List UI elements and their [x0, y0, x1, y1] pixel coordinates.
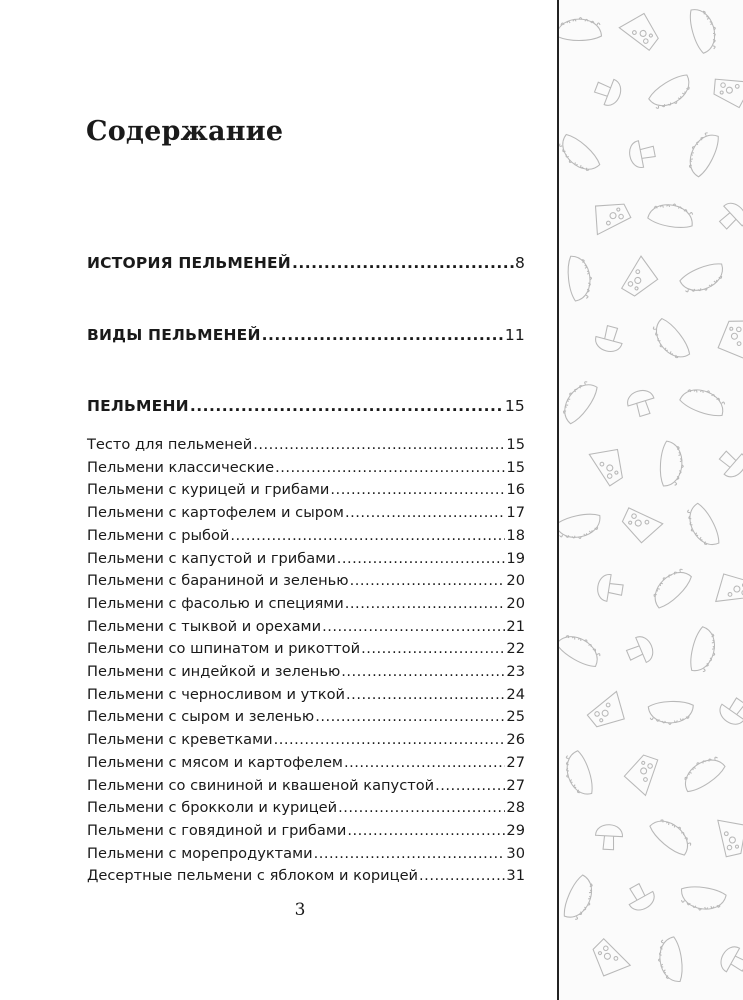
dumpling-icon — [647, 316, 693, 366]
dot-leader — [350, 570, 506, 593]
mushroom-icon — [593, 323, 625, 354]
mushroom-icon — [714, 445, 743, 482]
toc-entry-page: 15 — [506, 458, 525, 476]
toc-entry-page: 23 — [506, 663, 525, 681]
toc-entry[interactable] — [87, 684, 525, 707]
dumpling-icon — [647, 812, 696, 858]
toc-entry-label: Пельмени с мясом и картофелем — [87, 753, 343, 771]
dot-leader — [292, 252, 514, 275]
dot-leader — [315, 706, 505, 729]
toc-entry[interactable] — [87, 502, 525, 525]
mushroom-icon — [595, 824, 623, 850]
toc-entry-page: 18 — [506, 526, 525, 544]
mushroom-icon — [623, 633, 656, 668]
dumpling-icon — [678, 383, 728, 420]
toc-entry-page: 27 — [506, 776, 525, 794]
toc-entry-page: 16 — [506, 481, 525, 499]
dot-leader — [435, 775, 505, 798]
dumpling-icon — [682, 501, 723, 551]
toc-entry-page: 24 — [506, 685, 525, 703]
dumpling-icon — [559, 131, 603, 178]
dumpling-pattern-icon — [559, 0, 743, 1000]
dumpling-icon — [678, 260, 728, 298]
dumpling-icon — [560, 749, 596, 799]
decorative-pattern — [559, 0, 743, 1000]
dot-leader — [345, 502, 505, 525]
toc-entry-page: 8 — [514, 254, 525, 272]
toc-entry[interactable] — [87, 457, 525, 480]
dot-leader — [345, 593, 506, 616]
toc-entry-label: Пельмени с картофелем и сыром — [87, 504, 344, 522]
cheese-icon — [618, 508, 663, 548]
dumpling-icon — [682, 128, 722, 178]
toc-entry[interactable] — [87, 729, 525, 752]
toc-entry-page: 27 — [506, 753, 525, 771]
toc-entry[interactable] — [87, 661, 525, 684]
toc-section-row — [87, 324, 525, 347]
toc-entry-label: Пельмени с сыром и зеленью — [87, 708, 315, 726]
dumpling-icon — [566, 254, 593, 301]
toc-entry-page: 21 — [506, 617, 525, 635]
dot-leader — [337, 548, 506, 571]
cheese-icon — [622, 256, 664, 302]
toc-entry[interactable] — [87, 706, 525, 729]
toc-entry-label: Пельмени с тыквой и орехами — [87, 617, 322, 635]
toc-entry[interactable] — [87, 843, 525, 866]
toc-entry-label: Пельмени с курицей и грибами — [87, 481, 330, 499]
cheese-icon — [713, 571, 743, 602]
dot-leader — [419, 865, 505, 888]
toc-entry-page: 22 — [506, 640, 525, 658]
mushroom-icon — [714, 198, 743, 235]
dot-leader — [330, 479, 505, 502]
cheese-icon — [619, 7, 665, 51]
dumpling-icon — [559, 511, 604, 543]
toc-entry-label: Пельмени со свининой и квашеной капустой — [87, 776, 435, 794]
cheese-icon — [589, 440, 631, 486]
toc-entry-label: Тесто для пельменей — [87, 436, 253, 453]
toc-entry-label: Пельмени со шпинатом и рикоттой — [87, 640, 361, 658]
toc-entry-page: 28 — [506, 799, 525, 817]
toc-entry-label: Пельмени с рыбой — [87, 526, 230, 544]
toc-entry-label: Пельмени с говядиной и грибами — [87, 821, 347, 839]
toc-entry[interactable] — [87, 252, 525, 275]
toc-entry-label: Пельмени с индейкой и зеленью — [87, 663, 341, 681]
dot-leader — [275, 457, 505, 480]
dot-leader — [347, 820, 505, 843]
dumpling-icon — [559, 377, 601, 427]
dumpling-icon — [646, 71, 696, 114]
mushroom-icon — [627, 138, 656, 169]
toc-entry-page: 20 — [506, 594, 525, 612]
dot-leader — [314, 843, 506, 866]
toc-entry-label: Пельмени классические — [87, 458, 275, 476]
cheese-icon — [585, 194, 630, 234]
dumpling-icon — [646, 563, 694, 611]
dumpling-icon — [656, 936, 685, 984]
toc-entry[interactable] — [87, 616, 525, 639]
toc-entry[interactable] — [87, 820, 525, 843]
toc-entry-page: 17 — [506, 504, 525, 522]
dumpling-icon — [679, 884, 727, 913]
toc-entry-label: Пельмени с фасолью и специями — [87, 594, 344, 612]
toc-entry-page: 25 — [506, 708, 525, 726]
toc-entry[interactable] — [87, 775, 525, 798]
dumpling-icon — [647, 200, 695, 230]
mushroom-icon — [596, 573, 625, 604]
dumpling-icon — [559, 628, 605, 670]
toc-entry[interactable] — [87, 752, 525, 775]
page-title: Содержание — [86, 116, 284, 147]
cheese-icon — [585, 939, 630, 984]
toc-entry[interactable] — [87, 593, 525, 616]
cheese-icon — [621, 751, 658, 795]
mushroom-icon — [623, 880, 659, 915]
toc-entry-page: 19 — [506, 549, 525, 567]
toc-recipe-list — [87, 434, 525, 888]
toc-entry-page: 29 — [506, 821, 525, 839]
toc-entry-page: 20 — [506, 572, 525, 590]
toc-entry[interactable] — [87, 865, 525, 888]
toc-entry-page: 30 — [506, 844, 525, 862]
toc-entry-page: 26 — [506, 731, 525, 749]
toc-entry-label: ВИДЫ ПЕЛЬМЕНЕЙ — [87, 326, 261, 344]
dot-leader — [361, 638, 505, 661]
toc-entry-label: Пельмени с черносливом и уткой — [87, 685, 346, 703]
dot-leader — [322, 616, 505, 639]
toc-section-row — [87, 395, 525, 418]
dot-leader — [262, 324, 504, 347]
toc-entry-label: ИСТОРИЯ ПЕЛЬМЕНЕЙ — [87, 254, 291, 272]
cheese-icon — [718, 814, 743, 856]
toc-entry-label: Десертные пельмени с яблоком и корицей — [87, 867, 419, 885]
toc-entry-label: Пельмени с брокколи и курицей — [87, 799, 338, 817]
toc-entry-page: 11 — [504, 326, 525, 344]
dot-leader — [344, 752, 505, 775]
toc-section-row — [87, 252, 525, 275]
mushroom-icon — [715, 693, 743, 729]
dumpling-icon — [560, 873, 599, 923]
toc-entry-label: Пельмени с креветками — [87, 731, 273, 749]
toc-entry[interactable] — [87, 525, 525, 548]
dumpling-icon — [659, 441, 685, 487]
toc-entry[interactable] — [87, 395, 525, 418]
toc-entry-page: 15 — [504, 397, 525, 415]
mushroom-icon — [717, 943, 743, 979]
dumpling-icon — [687, 626, 720, 675]
toc-entry[interactable] — [87, 797, 525, 820]
dot-leader — [341, 661, 505, 684]
cheese-icon — [713, 79, 743, 108]
mushroom-icon — [592, 75, 625, 109]
dumpling-icon — [687, 5, 721, 55]
toc-entry-label: Пельмени с бараниной и зеленью — [87, 572, 349, 590]
cheese-icon — [718, 321, 743, 359]
toc-entry[interactable] — [87, 479, 525, 502]
dumpling-icon — [677, 751, 727, 795]
dot-leader — [253, 434, 505, 457]
toc-entry[interactable] — [87, 324, 525, 347]
toc-entry-label: Пельмени с морепродуктами — [87, 844, 313, 862]
dot-leader — [230, 525, 505, 548]
toc-entry-label: ПЕЛЬМЕНИ — [87, 397, 189, 415]
toc-entry[interactable] — [87, 434, 525, 457]
cheese-icon — [587, 691, 633, 735]
toc-entry[interactable] — [87, 548, 525, 571]
dot-leader — [190, 395, 504, 418]
dumpling-icon — [648, 701, 694, 725]
mushroom-icon — [625, 387, 658, 419]
dot-leader — [338, 797, 505, 820]
dot-leader — [346, 684, 505, 707]
toc-entry-page: 31 — [506, 867, 525, 885]
dumpling-icon — [559, 18, 602, 41]
page-number: 3 — [294, 900, 306, 920]
toc-entry[interactable] — [87, 570, 525, 593]
toc-entry[interactable] — [87, 638, 525, 661]
dot-leader — [274, 729, 506, 752]
toc-entry-page: 15 — [506, 436, 525, 453]
toc-entry-label: Пельмени с капустой и грибами — [87, 549, 336, 567]
